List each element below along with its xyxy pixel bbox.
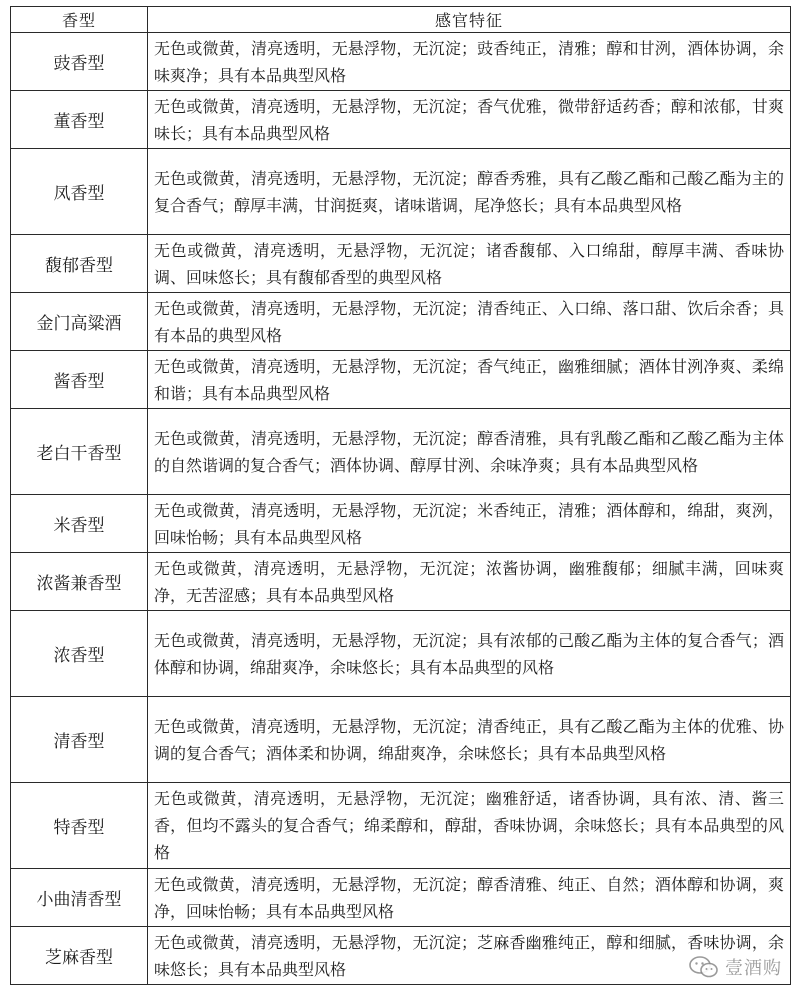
aroma-type-cell: 豉香型 (11, 33, 148, 91)
table-row (11, 351, 791, 409)
sensory-description-cell: 无色或微黄，清亮透明，无悬浮物，无沉淀；清香纯正，具有乙酸乙酯为主体的优雅、协调的复合香气；酒体柔和协调，绵甜爽净，余味悠长；具有本品典型风格 (148, 697, 791, 783)
aroma-type-cell: 金门高粱酒 (11, 293, 148, 351)
table-row (11, 293, 791, 351)
aroma-type-cell: 浓酱兼香型 (11, 553, 148, 611)
aroma-type-cell: 酱香型 (11, 351, 148, 409)
aroma-type-cell: 清香型 (11, 697, 148, 783)
sensory-description-cell: 无色或微黄，清亮透明，无悬浮物，无沉淀；诸香馥郁、入口绵甜，醇厚丰满、香味协调、回味悠长；具有馥郁香型的典型风格 (148, 235, 791, 293)
aroma-type-cell: 米香型 (11, 495, 148, 553)
table-row (11, 33, 791, 91)
table-row (11, 783, 791, 869)
table-row (11, 409, 791, 495)
sensory-description-cell: 无色或微黄，清亮透明，无悬浮物，无沉淀；浓酱协调，幽雅馥郁；细腻丰满，回味爽净，无苦涩感；具有本品典型风格 (148, 553, 791, 611)
sensory-description-cell: 无色或微黄，清亮透明，无悬浮物，无沉淀；香气优雅，微带舒适药香；醇和浓郁，甘爽味长；具有本品典型风格 (148, 91, 791, 149)
sensory-description-cell: 无色或微黄，清亮透明，无悬浮物，无沉淀；清香纯正、入口绵、落口甜、饮后余香；具有本品的典型风格 (148, 293, 791, 351)
sensory-description-cell: 无色或微黄，清亮透明，无悬浮物，无沉淀；具有浓郁的己酸乙酯为主体的复合香气；酒体醇和协调，绵甜爽净，余味悠长；具有本品典型的风格 (148, 611, 791, 697)
sensory-description-cell: 无色或微黄，清亮透明，无悬浮物，无沉淀；醇香清雅、纯正、自然；酒体醇和协调，爽净，回味怡畅；具有本品典型风格 (148, 869, 791, 927)
table-row (11, 495, 791, 553)
sensory-description-cell: 无色或微黄，清亮透明，无悬浮物，无沉淀；香气纯正，幽雅细腻；酒体甘洌净爽、柔绵和谐；具有本品典型风格 (148, 351, 791, 409)
aroma-type-cell: 老白干香型 (11, 409, 148, 495)
aroma-type-table (10, 6, 791, 985)
aroma-type-cell: 小曲清香型 (11, 869, 148, 927)
table-row (11, 553, 791, 611)
header-sensory-features: 感官特征 (148, 7, 791, 33)
aroma-type-cell: 董香型 (11, 91, 148, 149)
sensory-description-cell: 无色或微黄，清亮透明，无悬浮物，无沉淀；米香纯正，清雅；酒体醇和，绵甜，爽洌，回味怡畅；具有本品典型风格 (148, 495, 791, 553)
sensory-description-cell: 无色或微黄，清亮透明，无悬浮物，无沉淀；醇香清雅，具有乳酸乙酯和乙酸乙酯为主体的自然谐调的复合香气；酒体协调、醇厚甘洌、余味净爽；具有本品典型风格 (148, 409, 791, 495)
watermark-text: 壹酒购 (725, 958, 782, 979)
sensory-description-cell: 无色或微黄，清亮透明，无悬浮物，无沉淀；芝麻香幽雅纯正，醇和细腻，香味协调，余味悠长；具有本品典型风格 (148, 927, 791, 985)
sensory-description-cell: 无色或微黄，清亮透明，无悬浮物，无沉淀；豉香纯正，清雅；醇和甘洌，酒体协调，余味爽净；具有本品典型风格 (148, 33, 791, 91)
sensory-description-cell: 无色或微黄，清亮透明，无悬浮物，无沉淀；幽雅舒适，诸香协调，具有浓、清、酱三香，但均不露头的复合香气；绵柔醇和，醇甜，香味协调，余味悠长；具有本品典型的风格 (148, 783, 791, 869)
table-row (11, 611, 791, 697)
aroma-type-cell: 凤香型 (11, 149, 148, 235)
table-row (11, 149, 791, 235)
table-header-row (11, 7, 791, 33)
table-row (11, 697, 791, 783)
table-row (11, 869, 791, 927)
aroma-type-cell: 特香型 (11, 783, 148, 869)
aroma-type-cell: 浓香型 (11, 611, 148, 697)
table-row (11, 927, 791, 985)
aroma-type-cell: 馥郁香型 (11, 235, 148, 293)
table-row (11, 91, 791, 149)
sensory-description-cell: 无色或微黄，清亮透明，无悬浮物，无沉淀；醇香秀雅，具有乙酸乙酯和己酸乙酯为主的复合香气；醇厚丰满，甘润挺爽，诸味谐调，尾净悠长；具有本品典型风格 (148, 149, 791, 235)
header-aroma-type: 香型 (11, 7, 148, 33)
table-row (11, 235, 791, 293)
aroma-type-cell: 芝麻香型 (11, 927, 148, 985)
